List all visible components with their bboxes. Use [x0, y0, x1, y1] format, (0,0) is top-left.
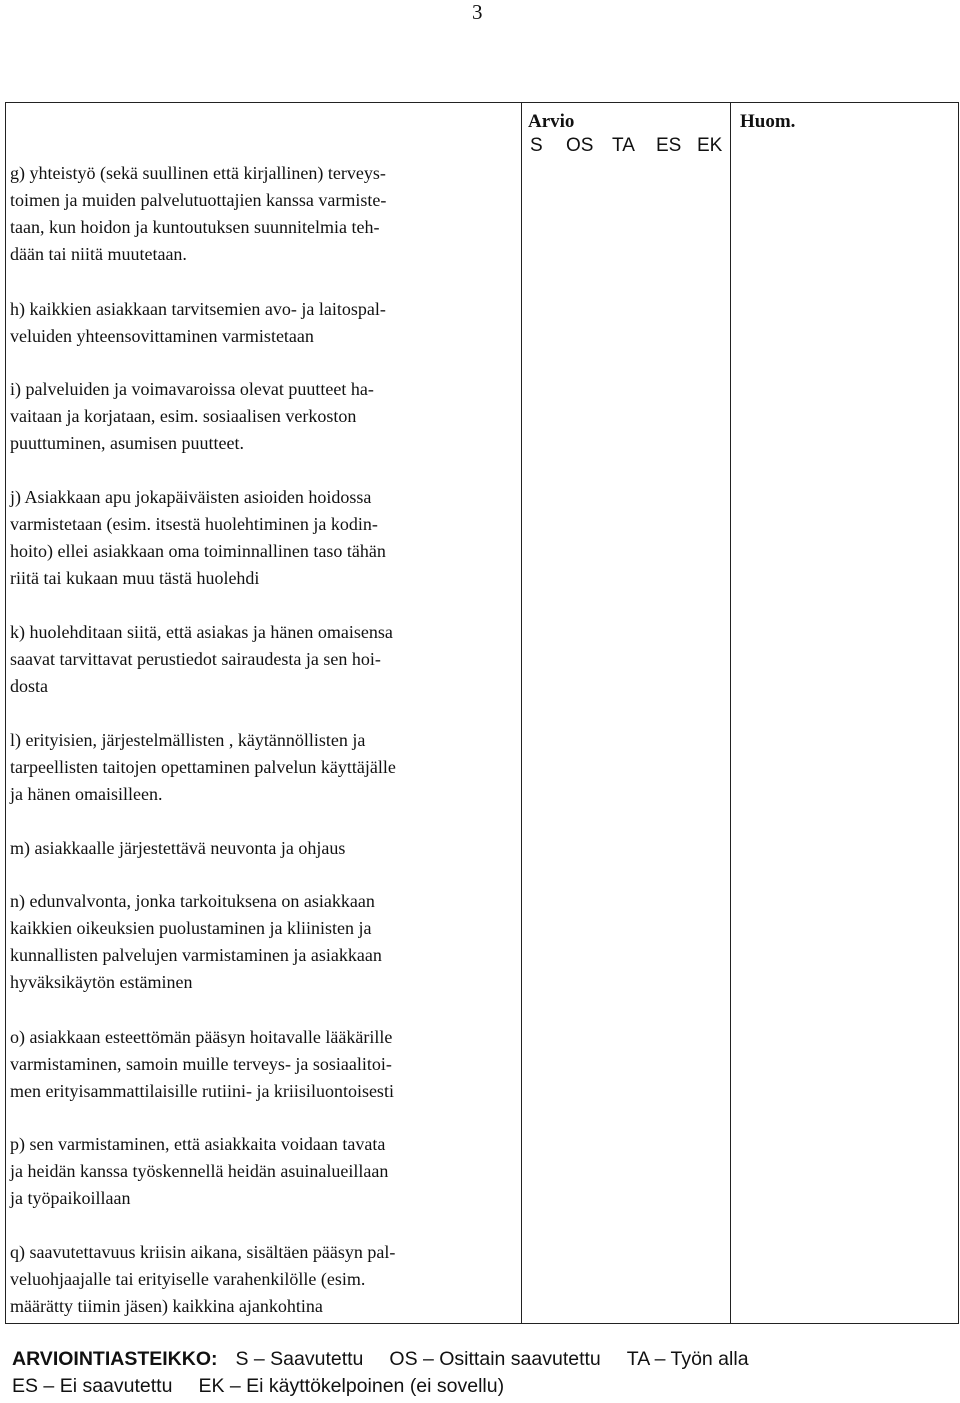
legend-entry-ek: EK – Ei käyttökelpoinen (ei sovellu) — [198, 1375, 505, 1397]
scale-code-s: S — [530, 135, 543, 156]
legend-entry-es: ES – Ei saavutettu — [12, 1375, 173, 1397]
item-line: varmistaminen, samoin muille terveys- ja sosiaalitoi- — [10, 1054, 392, 1074]
item-line: ja työpaikoillaan — [10, 1188, 131, 1208]
scale-code-ek: EK — [697, 135, 723, 156]
item-line: dosta — [10, 676, 48, 696]
item-line: l) erityisien, järjestelmällisten , käytännöllisten ja — [10, 730, 366, 750]
item-l — [10, 727, 512, 808]
item-line: toimen ja muiden palvelutuottajien kanssa varmiste- — [10, 190, 387, 210]
item-n — [10, 888, 512, 996]
item-line: k) huolehditaan siitä, että asiakas ja hänen omaisensa — [10, 622, 393, 642]
item-line: dään tai niitä muutetaan. — [10, 244, 187, 264]
item-g — [10, 160, 512, 268]
legend-entry-os: OS – Osittain saavutettu — [389, 1348, 601, 1370]
item-line: saavat tarvittavat perustiedot sairaudesta ja sen hoi- — [10, 649, 381, 669]
legend-entry-ta: TA – Työn alla — [626, 1348, 749, 1370]
item-line: g) yhteistyö (sekä suullinen että kirjallinen) terveys- — [10, 163, 386, 183]
item-line: kaikkien oikeuksien puolustaminen ja kliinisten ja — [10, 918, 372, 938]
table-border-bottom — [5, 1323, 959, 1324]
table-border-right — [958, 102, 959, 1324]
legend-entry-s: S – Saavutettu — [235, 1348, 364, 1370]
item-line: m) asiakkaalle järjestettävä neuvonta ja ohjaus — [10, 838, 346, 858]
item-line: q) saavutettavuus kriisin aikana, sisältäen pääsyn pal- — [10, 1242, 396, 1262]
item-line: j) Asiakkaan apu jokapäiväisten asioiden hoidossa — [10, 487, 372, 507]
item-line: hyväksikäytön estäminen — [10, 972, 193, 992]
item-line: veluiden yhteensovittaminen varmistetaan — [10, 326, 314, 346]
legend-line-2 — [12, 1375, 530, 1398]
item-line: veluohjaajalle tai erityiselle varahenkilölle (esim. — [10, 1269, 366, 1289]
item-line: määrätty tiimin jäsen) kaikkina ajankohtina — [10, 1296, 323, 1316]
item-j — [10, 484, 512, 592]
table-divider-arvio-huom — [730, 102, 731, 1324]
legend-title: ARVIOINTIASTEIKKO: — [12, 1348, 218, 1370]
item-line: n) edunvalvonta, jonka tarkoituksena on asiakkaan — [10, 891, 375, 911]
legend-line-1 — [12, 1348, 775, 1371]
table-border-left — [5, 102, 6, 1324]
arvio-header: Arvio — [528, 111, 575, 132]
item-h — [10, 296, 512, 350]
item-line: ja heidän kanssa työskennellä heidän asuinalueillaan — [10, 1161, 389, 1181]
item-line: i) palveluiden ja voimavaroissa olevat puutteet ha- — [10, 379, 374, 399]
item-line: men erityisammattilaisille rutiini- ja kriisiluontoisesti — [10, 1081, 394, 1101]
item-q — [10, 1239, 512, 1320]
table-divider-item-arvio — [521, 102, 522, 1324]
scale-code-os: OS — [566, 135, 594, 156]
scale-code-es: ES — [656, 135, 682, 156]
item-line: tarpeellisten taitojen opettaminen palvelun käyttäjälle — [10, 757, 396, 777]
item-line: p) sen varmistaminen, että asiakkaita voidaan tavata — [10, 1134, 386, 1154]
item-line: h) kaikkien asiakkaan tarvitsemien avo- ja laitospal- — [10, 299, 386, 319]
huom-header: Huom. — [740, 111, 796, 132]
item-line: kunnallisten palvelujen varmistaminen ja asiakkaan — [10, 945, 382, 965]
item-p — [10, 1131, 512, 1212]
item-line: vaitaan ja korjataan, esim. sosiaalisen verkoston — [10, 406, 357, 426]
scale-code-ta: TA — [612, 135, 635, 156]
item-line: riitä tai kukaan muu tästä huolehdi — [10, 568, 260, 588]
item-k — [10, 619, 512, 700]
item-o — [10, 1024, 512, 1105]
item-i — [10, 376, 512, 457]
item-m — [10, 835, 512, 862]
item-line: varmistetaan (esim. itsestä huolehtiminen ja kodin- — [10, 514, 378, 534]
item-line: taan, kun hoidon ja kuntoutuksen suunnitelmia teh- — [10, 217, 380, 237]
item-line: ja hänen omaisilleen. — [10, 784, 163, 804]
item-line: puuttuminen, asumisen puutteet. — [10, 433, 244, 453]
item-line: o) asiakkaan esteettömän pääsyn hoitavalle lääkärille — [10, 1027, 393, 1047]
item-line: hoito) ellei asiakkaan oma toiminnallinen taso tähän — [10, 541, 386, 561]
page-number: 3 — [472, 0, 483, 24]
table-border-top — [5, 102, 959, 103]
